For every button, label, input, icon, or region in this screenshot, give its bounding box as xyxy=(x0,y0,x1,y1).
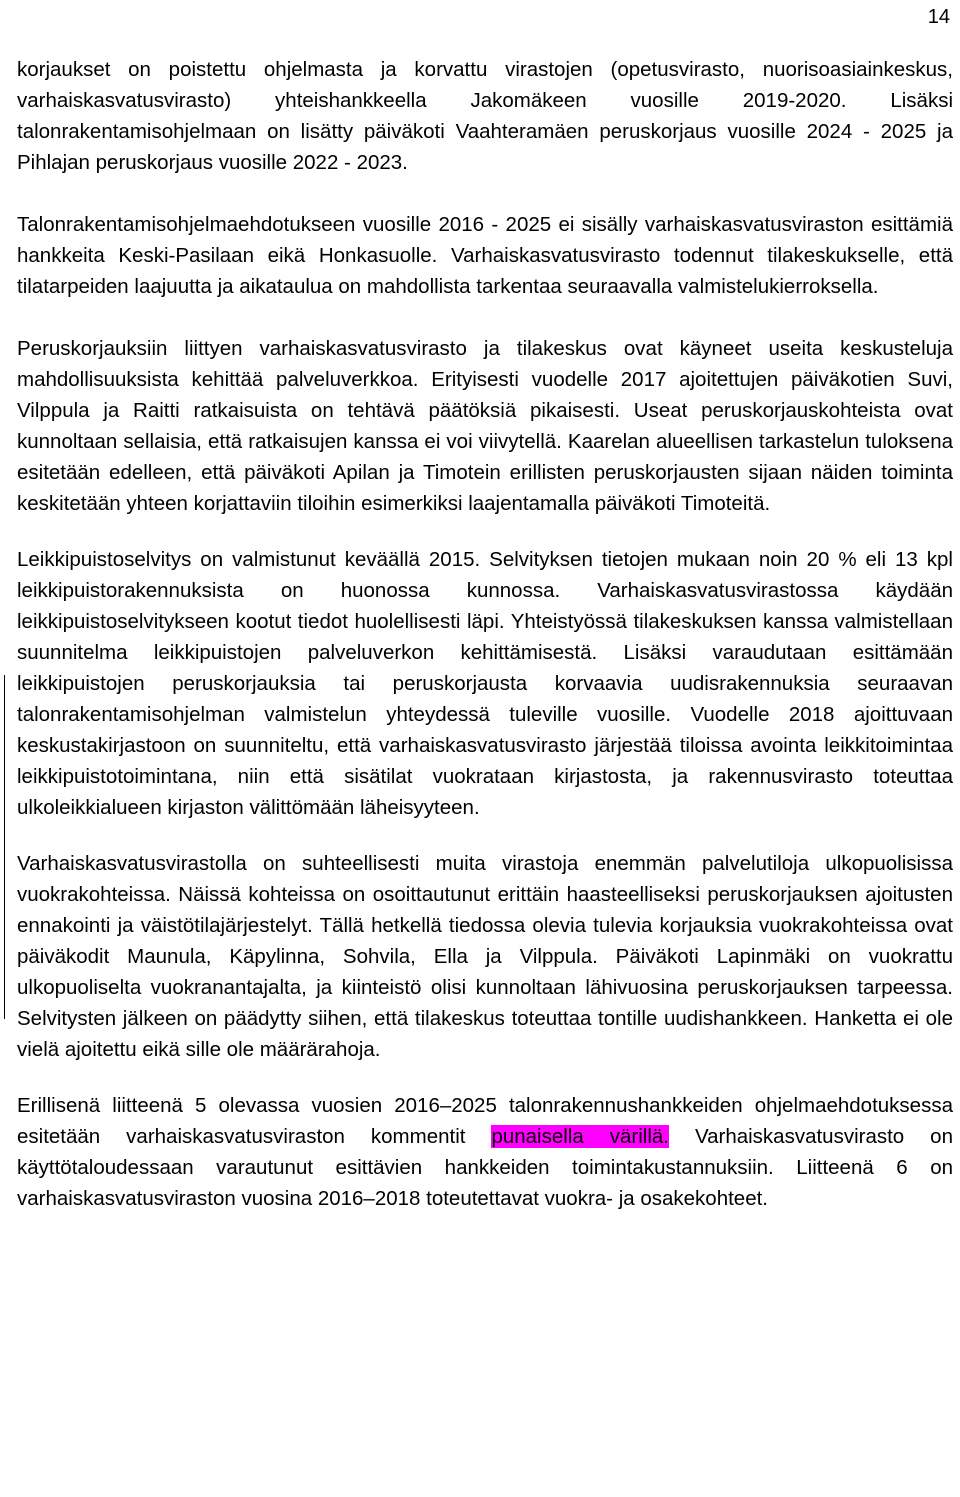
paragraph-4: Leikkipuistoselvitys on valmistunut keväällä 2015. Selvityksen tietojen mukaan noin 20 % eli 13 kpl leikkipuistorakennuksista on huonossa kunnossa. Varhaiskasvatusvirastossa käydään leikkipuistoselvitykseen kootut tiedot huolellisesti läpi. Yhteistyössä tilakeskuksen kanssa valmistellaan suunnitelma leikkipuistojen palveluverkon kehittämisestä. Lisäksi varaudutaan esittämään leikkipuistojen peruskorjauksia tai peruskorjausta korvaavia uudisrakennuksia seuraavan talonrakentamisohjelman valmistelun yhteydessä tuleville vuosille. Vuodelle 2018 ajoittuvaan keskustakirjastoon on suunniteltu, että varhaiskasvatusvirasto järjestää tiloissa avointa leikkitoimintaa leikkipuistotoimintana, niin että sisätilat vuokrataan kirjastosta, ja rakennusvirasto toteuttaa ulkoleikkialueen kirjaston välittömään läheisyyteen. xyxy=(17,548,953,819)
document-body xyxy=(17,54,953,1245)
paragraph-2: Talonrakentamisohjelmaehdotukseen vuosille 2016 - 2025 ei sisälly varhaiskasvatusviraston esittämiä hankkeita Keski-Pasilaan eikä Honkasuolle. Varhaiskasvatusvirasto todennut tilakeskukselle, että tilatarpeiden laajuutta ja aikataulua on mahdollista tarkentaa seuraavalla valmistelukierroksella. xyxy=(17,213,953,298)
change-bar xyxy=(4,675,5,1019)
paragraph-5: Varhaiskasvatusvirastolla on suhteellisesti muita virastoja enemmän palvelutiloja ulkopuolisissa vuokrakohteissa. Näissä kohteissa on osoittautunut erittäin haasteelliseksi peruskorjauksen ajoitusten ennakointi ja väistötilajärjestelyt. Tällä hetkellä tiedossa olevia tulevia korjauksia vuokrakohteissa ovat päiväkodit Maunula, Käpylinna, Sohvila, Ella ja Vilppula. Päiväkoti Lapinmäki on vuokrattu ulkopuoliselta vuokranantajalta, ja kiinteistö olisi kunnoltaan lähivuosina peruskorjauksen tarpeessa. Selvitysten jälkeen on päädytty siihen, että tilakeskus toteuttaa tontille uudishankkeen. Hanketta ei ole vielä ajoitettu eikä sille ole määrärahoja. xyxy=(17,852,953,1061)
highlighted-text: punaisella värillä. xyxy=(491,1125,669,1148)
paragraph-1: korjaukset on poistettu ohjelmasta ja korvattu virastojen (opetusvirasto, nuorisoasiainkeskus, varhaiskasvatusvirasto) yhteishankkeella Jakomäkeen vuosille 2019-2020. Lisäksi talonrakentamisohjelmaan on lisätty päiväkoti Vaahteramäen peruskorjaus vuosille 2024 - 2025 ja Pihlajan peruskorjaus vuosille 2022 - 2023. xyxy=(17,58,953,174)
page-number: 14 xyxy=(927,6,950,28)
paragraph-3: Peruskorjauksiin liittyen varhaiskasvatusvirasto ja tilakeskus ovat käyneet useita keskusteluja mahdollisuuksista kehittää palveluverkkoa. Erityisesti vuodelle 2017 ajoitettujen päiväkotien Suvi, Vilppula ja Raitti ratkaisuista on tehtävä päätöksiä pikaisesti. Useat peruskorjauskohteista ovat kunnoltaan sellaisia, että ratkaisujen kanssa ei voi viivytellä. Kaarelan alueellisen tarkastelun tuloksena esitetään edelleen, että päiväkoti Apilan ja Timotein erillisten peruskorjausten sijaan näiden toiminta keskitetään yhteen korjattaviin tiloihin esimerkiksi laajentamalla päiväkoti Timoteitä. xyxy=(17,337,953,515)
paragraph-6-text-before: Erillisenä liitteenä 5 olevassa vuosien 2016–2025 talonrakennushankkeiden ohjelmaehdotuksessa esitetään varhaiskasvatusviraston kommentit xyxy=(17,1094,953,1148)
paragraph-6 xyxy=(17,1090,953,1214)
paragraph-6-text-after: Varhaiskasvatusvirasto on käyttötaloudessaan varautunut esittävien hankkeiden toimintakustannuksiin. Liitteenä 6 on varhaiskasvatusviraston vuosina 2016–2018 toteutettavat vuokra- ja osakekohteet. xyxy=(17,1125,953,1210)
